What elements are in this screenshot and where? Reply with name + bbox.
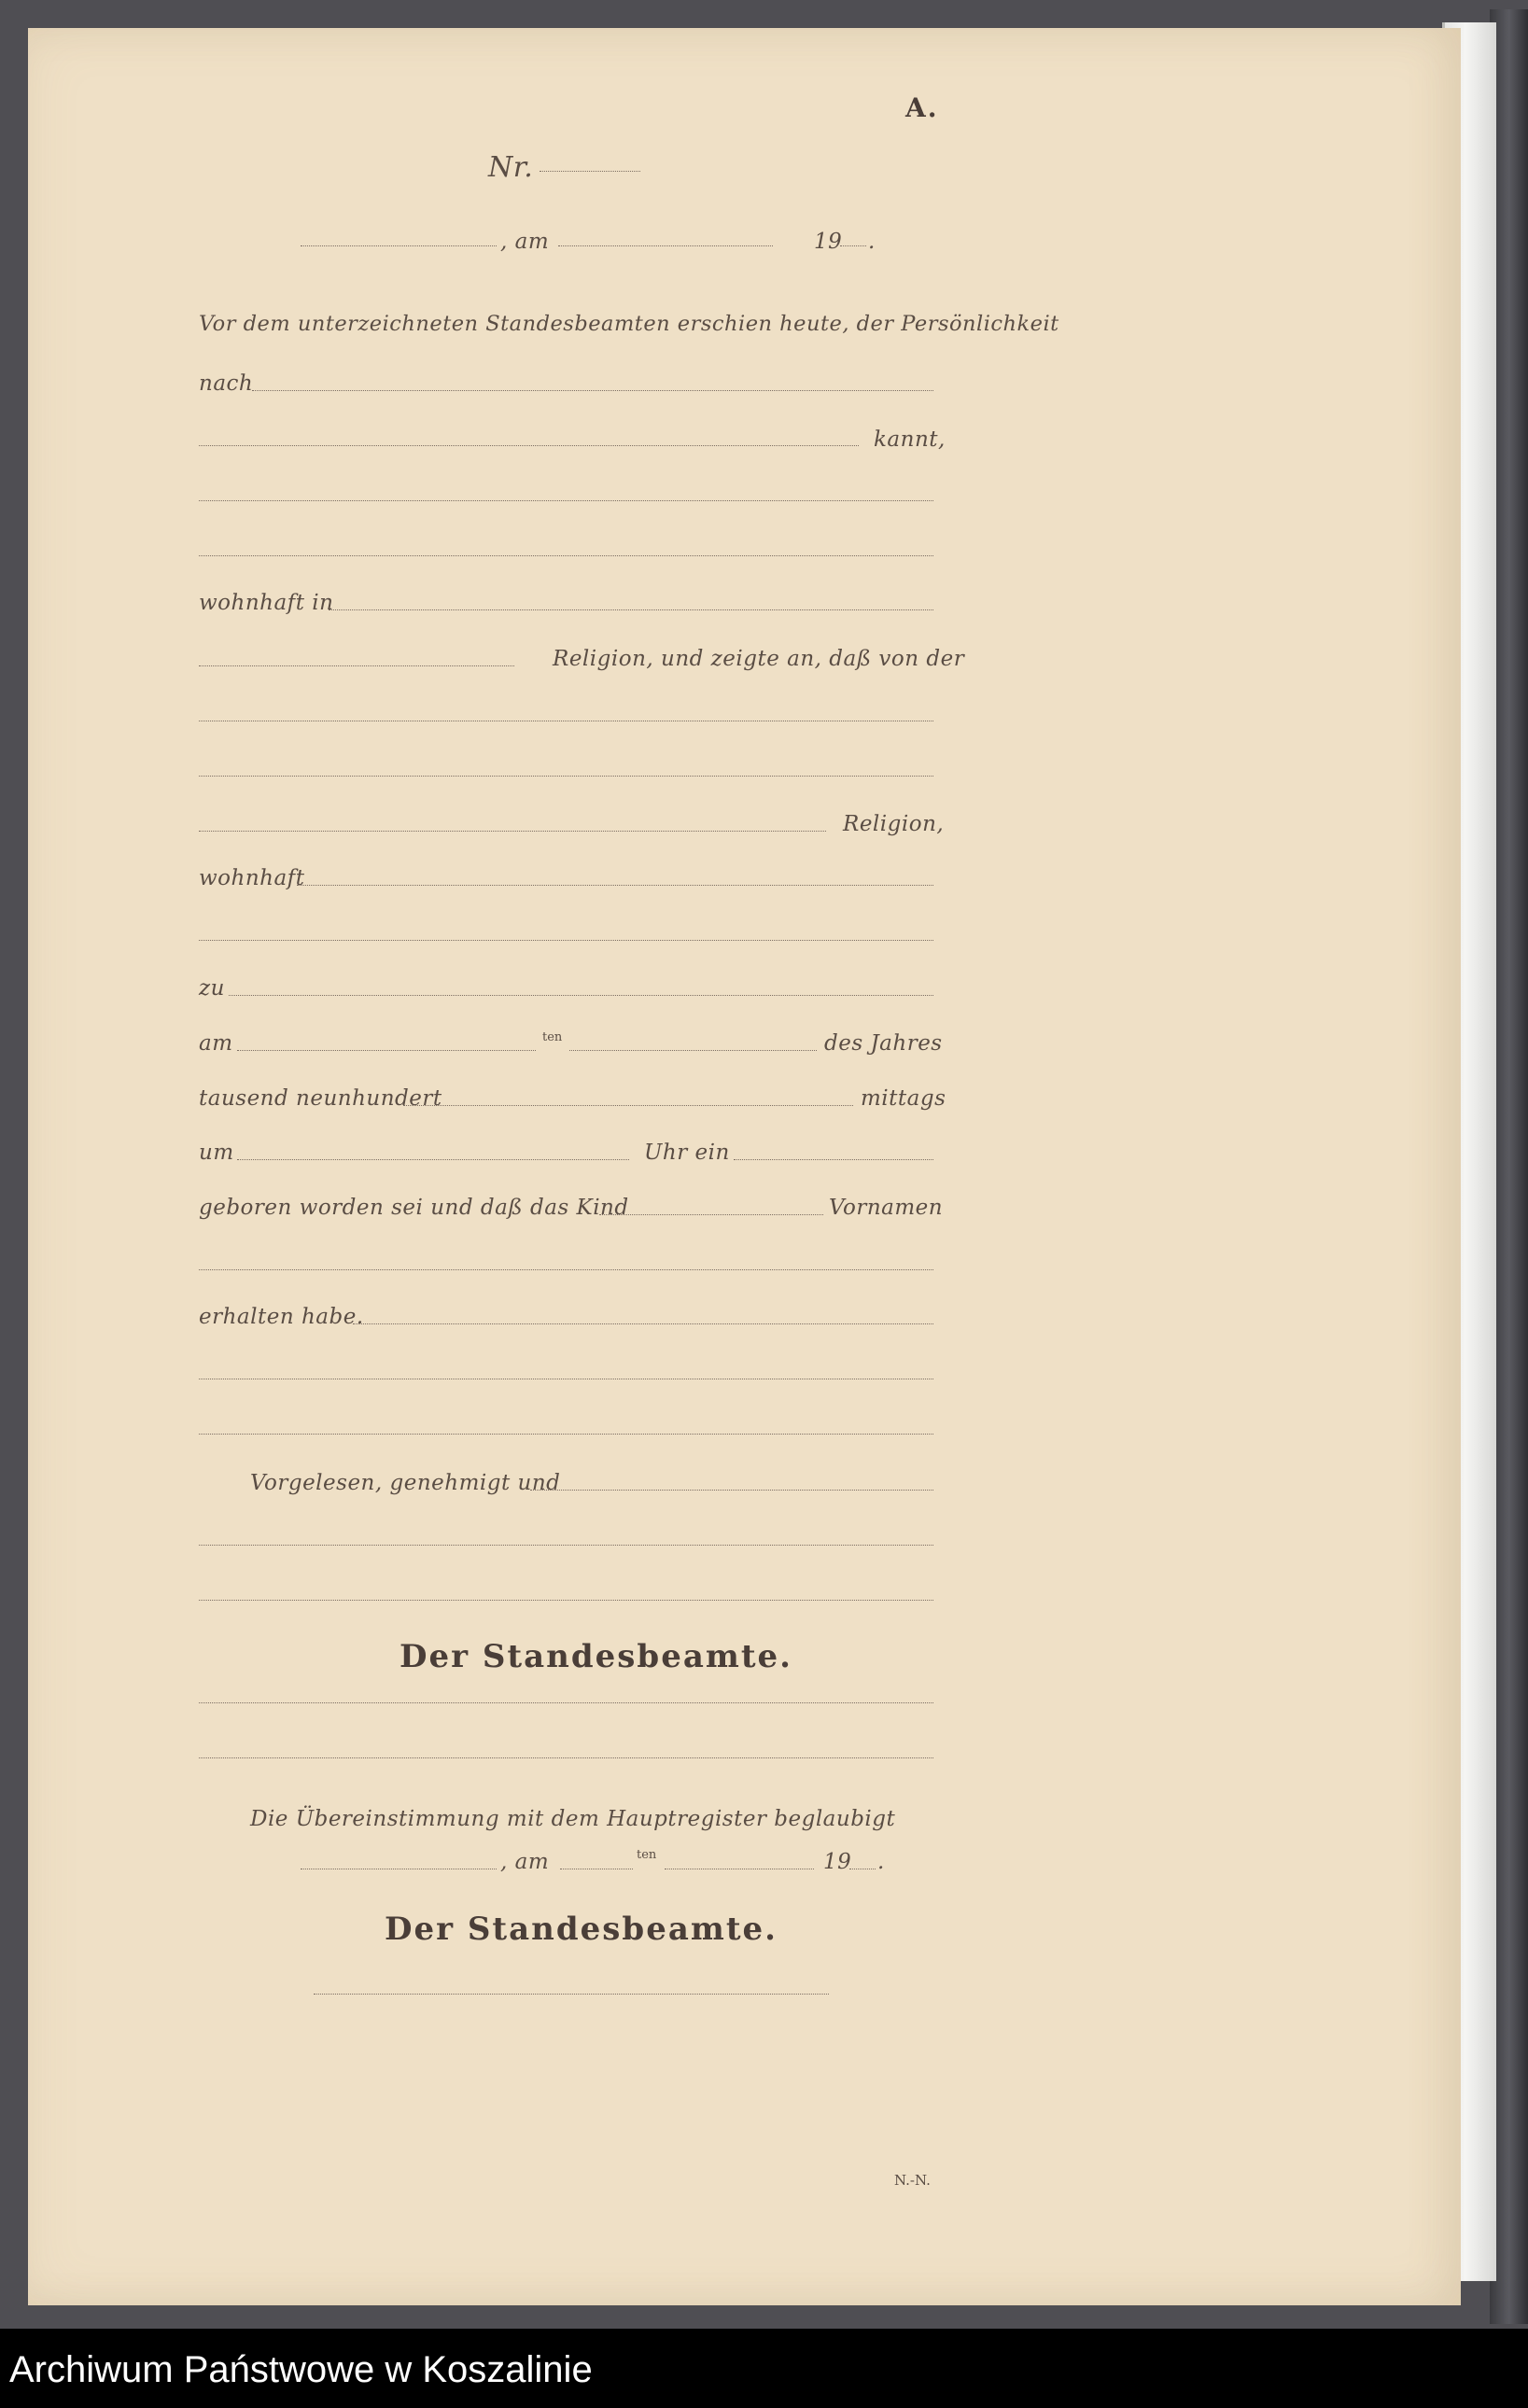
uebereinstimmung-label: Die Übereinstimmung mit dem Hauptregister beglaubigt	[250, 1807, 896, 1831]
tausend-label: tausend neunhundert	[199, 1086, 442, 1111]
blank-line-8	[199, 1434, 933, 1435]
ten-superscript: ten	[542, 1030, 563, 1044]
nr-label: Nr.	[488, 151, 534, 184]
blank-line-9	[199, 1545, 933, 1546]
religion-label: Religion,	[843, 812, 945, 836]
nach-line	[252, 390, 933, 391]
geboren-label: geboren worden sei und daß das Kind	[199, 1196, 629, 1220]
blank-line-5	[199, 940, 933, 941]
erhalten-label: erhalten habe.	[199, 1305, 364, 1329]
am-label: , am	[500, 230, 550, 254]
archive-name: Archiwum Państwowe w Koszalinie	[9, 2349, 593, 2390]
day-line-a	[237, 1050, 536, 1051]
des-jahres-label: des Jahres	[824, 1031, 943, 1056]
blank-line-2	[199, 555, 933, 556]
corner-letter: A.	[905, 92, 939, 123]
wohnhaft-in-line	[329, 609, 933, 610]
date-line	[558, 245, 773, 246]
zu-label: zu	[199, 976, 225, 1001]
signature-line-2	[199, 1757, 933, 1758]
wohnhaft-in-label: wohnhaft in	[199, 591, 334, 615]
mittags-label: mittags	[861, 1086, 946, 1111]
zu-line	[229, 995, 933, 996]
blank-line-1	[199, 500, 933, 501]
am-day-label: am	[199, 1031, 233, 1056]
um-line	[237, 1159, 629, 1160]
standesbeamte-heading-1: Der Standesbeamte.	[400, 1638, 793, 1675]
year-line	[840, 245, 866, 246]
vorgelesen-label: Vorgelesen, genehmigt und	[250, 1471, 561, 1495]
erhalten-line	[353, 1323, 933, 1324]
religion-zeigte-label: Religion, und zeigte an, daß von der	[553, 647, 965, 671]
archive-footer	[0, 2329, 1528, 2408]
year-period-2: .	[877, 1850, 885, 1874]
year-prefix-2: 19	[823, 1850, 852, 1874]
uhr-ein-line	[734, 1159, 933, 1160]
kannt-label: kannt,	[874, 427, 946, 452]
blank-line-6	[199, 1269, 933, 1270]
vornamen-label: Vornamen	[829, 1196, 944, 1220]
form-page	[28, 28, 1461, 2305]
am-label-2: , am	[500, 1850, 550, 1874]
nr-line	[540, 171, 640, 172]
signature-line-3	[314, 1994, 829, 1995]
blank-line-10	[199, 1600, 933, 1601]
religion-1-line	[199, 665, 514, 666]
tausend-line	[403, 1105, 853, 1106]
uhr-ein-label: Uhr ein	[644, 1141, 730, 1165]
year-prefix: 19	[814, 230, 843, 254]
religion-2-line	[199, 831, 826, 832]
line-vor-dem: Vor dem unterzeichneten Standesbeamten erschien heute, der Persönlichkeit	[199, 312, 1059, 336]
day-line-b	[569, 1050, 817, 1051]
ten-superscript-2: ten	[637, 1848, 657, 1862]
signature-line-1	[199, 1702, 933, 1703]
standesbeamte-heading-2: Der Standesbeamte.	[385, 1911, 778, 1948]
um-label: um	[199, 1141, 234, 1165]
blank-line-4	[199, 776, 933, 777]
geboren-line	[599, 1214, 823, 1215]
printer-mark: N.-N.	[894, 2172, 931, 2189]
wohnhaft-line	[297, 885, 933, 886]
place-line	[301, 245, 497, 246]
year-period: .	[868, 230, 876, 254]
kannt-line	[199, 445, 859, 446]
vorgelesen-line	[530, 1490, 933, 1491]
nach-label: nach	[199, 371, 254, 396]
wohnhaft-label: wohnhaft	[199, 866, 305, 890]
